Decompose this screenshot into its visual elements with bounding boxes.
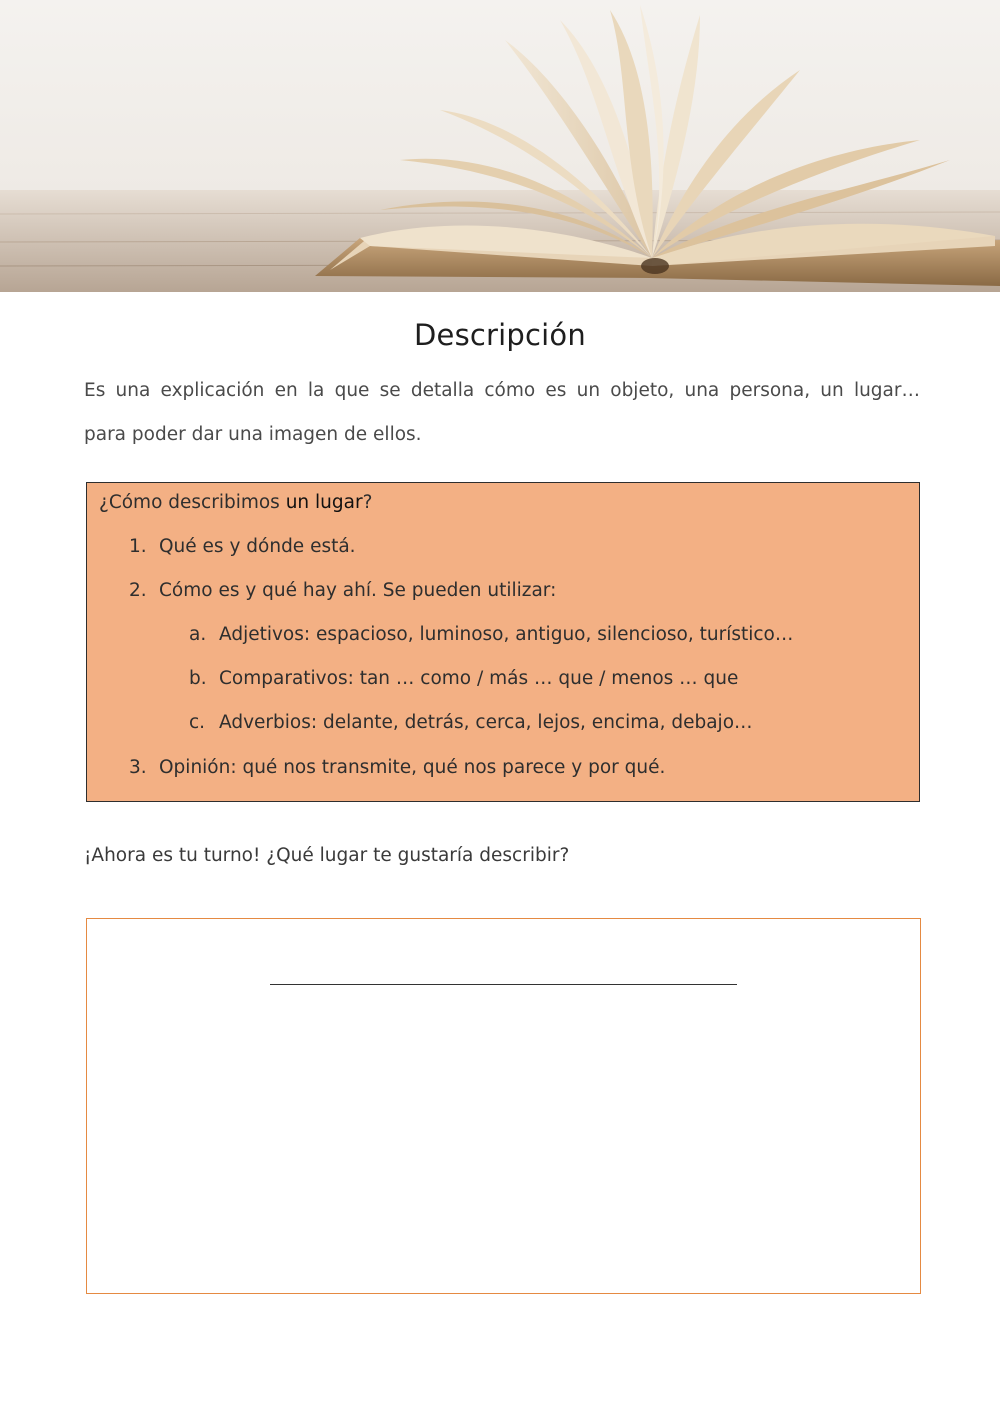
your-turn-prompt: ¡Ahora es tu turno! ¿Qué lugar te gustaría describir? [84,845,570,866]
box-question [99,492,372,513]
sub-marker: b. [189,668,207,689]
sub-item-text: Adjetivos: espacioso, luminoso, antiguo, silencioso, turístico… [219,624,794,645]
writing-area[interactable] [86,918,921,1294]
title-blank-line[interactable] [270,984,737,985]
list-item-2 [129,580,556,601]
how-to-describe-box [86,482,920,802]
intro-paragraph [84,369,920,457]
intro-line-1: Es una explicación en la que se detalla cómo es un objeto, una persona, un lugar… [84,380,920,401]
open-book-illustration [0,0,1000,292]
list-marker: 2. [129,580,147,601]
box-question-suffix: ? [362,492,373,513]
sub-item-c [189,712,753,733]
box-question-prefix: ¿Cómo describimos [99,492,286,513]
sub-item-text: Comparativos: tan … como / más … que / menos … que [219,668,739,689]
list-marker: 1. [129,536,147,557]
list-item-text: Cómo es y qué hay ahí. Se pueden utilizar: [159,580,557,601]
intro-line-2: para poder dar una imagen de ellos. [84,424,422,445]
page-title: Descripción [414,318,586,352]
sub-item-text: Adverbios: delante, detrás, cerca, lejos, encima, debajo… [219,712,753,733]
sub-item-a [189,624,793,645]
header-book-image [0,0,1000,292]
list-item-3 [129,757,665,778]
box-question-highlight: un lugar [285,492,363,513]
list-item-text: Qué es y dónde está. [159,536,356,557]
list-marker: 3. [129,757,147,778]
list-item-text: Opinión: qué nos transmite, qué nos parece y por qué. [159,757,666,778]
sub-marker: c. [189,712,206,733]
list-item-1 [129,536,356,557]
sub-item-b [189,668,738,689]
sub-marker: a. [189,624,207,645]
